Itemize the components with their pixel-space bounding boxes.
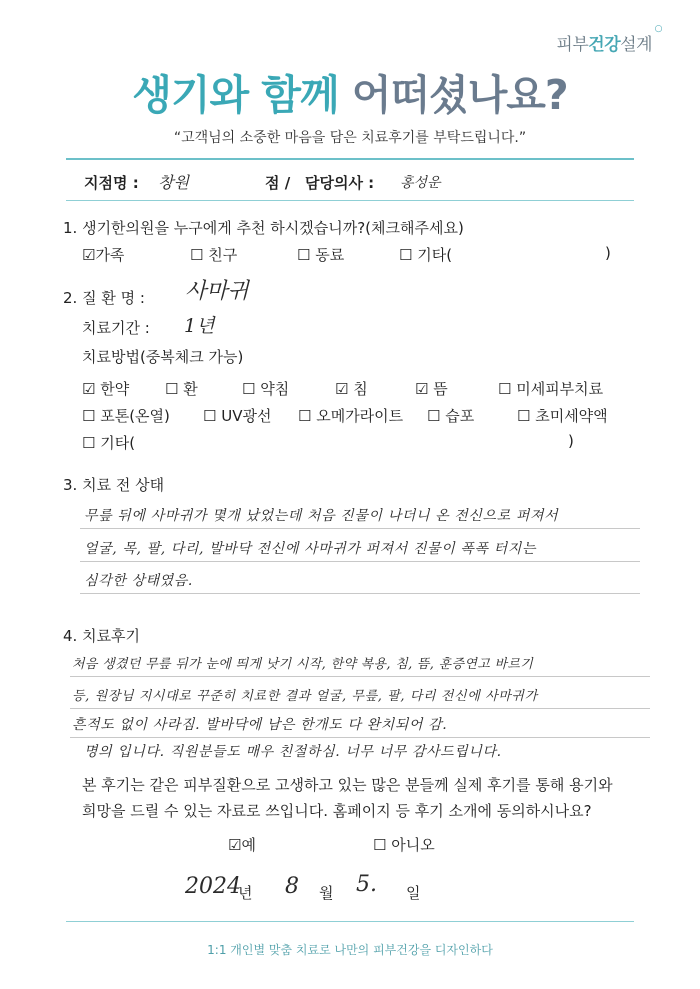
q3-line-1: 무릎 뒤에 사마귀가 몇개 났었는데 처음 진물이 나더니 온 전신으로 퍼져서 bbox=[84, 508, 559, 524]
q4-line-2: 등, 원장님 지시대로 꾸준히 치료한 결과 얼굴, 무릎, 팔, 다리 전신에 사마귀가 bbox=[72, 689, 538, 704]
method-acupuncture[interactable]: ☑ 침 bbox=[335, 380, 368, 398]
doctor-label: 담당의사 : bbox=[305, 174, 375, 192]
method-wet-compress[interactable]: ☐ 습포 bbox=[427, 407, 475, 425]
divider-footer bbox=[66, 921, 634, 922]
date-year-value: 2024 bbox=[185, 874, 241, 899]
q4-underline-1 bbox=[70, 676, 650, 677]
q1-other-close: ) bbox=[605, 244, 611, 262]
q1-option-coworker[interactable]: ☐ 동료 bbox=[297, 246, 345, 264]
title-part2: 어떠셨나요? bbox=[351, 71, 568, 119]
method-moxibustion[interactable]: ☑ 뜸 bbox=[415, 380, 448, 398]
branch-label: 지점명 : bbox=[84, 174, 139, 192]
method-uv-light[interactable]: ☐ UV광선 bbox=[203, 407, 272, 425]
q2-period-label: 치료기간 : bbox=[82, 319, 150, 337]
q4-line-4: 명의 입니다. 직원분들도 매우 친절하심. 너무 너무 감사드립니다. bbox=[84, 744, 502, 760]
q1-option-other[interactable]: ☐ 기타( bbox=[399, 246, 453, 264]
consent-line-1: 본 후기는 같은 피부질환으로 고생하고 있는 많은 분들께 실제 후기를 통해 용기와 bbox=[82, 776, 613, 794]
date-month-label: 월 bbox=[319, 884, 334, 902]
q3-underline-3 bbox=[80, 593, 640, 594]
q1-option-family[interactable]: ☑가족 bbox=[82, 246, 125, 264]
branch-value: 창원 bbox=[158, 173, 189, 192]
consent-line-2: 희망을 드릴 수 있는 자료로 쓰입니다. 홈페이지 등 후기 소개에 동의하시나요? bbox=[82, 802, 592, 820]
method-ultrafine-solution[interactable]: ☐ 초미세약액 bbox=[517, 407, 608, 425]
method-other[interactable]: ☐ 기타( bbox=[82, 434, 136, 452]
page-title bbox=[0, 62, 700, 121]
q4-line-3: 흔적도 없이 사라짐. 발바닥에 남은 한개도 다 완치되어 감. bbox=[72, 717, 448, 733]
q2-title: 2. 질 환 명 : bbox=[63, 289, 145, 307]
footer-slogan: 1:1 개인별 맞춤 치료로 나만의 피부건강을 디자인하다 bbox=[207, 943, 493, 957]
method-other-close: ) bbox=[568, 432, 574, 450]
q4-underline-2 bbox=[70, 708, 650, 709]
date-day-value: 5. bbox=[356, 872, 377, 897]
divider-top bbox=[66, 158, 634, 160]
q1-option-friend[interactable]: ☐ 친구 bbox=[190, 246, 238, 264]
title-part1: 생기와 함께 bbox=[132, 71, 352, 119]
q3-line-3: 심각한 상태였음. bbox=[84, 573, 193, 589]
q3-underline-1 bbox=[80, 528, 640, 529]
brand-suffix: 설계 bbox=[620, 35, 652, 55]
q2-disease-value: 사마귀 bbox=[185, 279, 249, 304]
method-pharmacopuncture[interactable]: ☐ 약침 bbox=[242, 380, 290, 398]
method-herbal-medicine[interactable]: ☑ 한약 bbox=[82, 380, 130, 398]
q3-underline-2 bbox=[80, 561, 640, 562]
date-day-label: 일 bbox=[406, 884, 421, 902]
brand-bold: 건강 bbox=[588, 35, 621, 55]
q3-line-2: 얼굴, 목, 팔, 다리, 발바닥 전신에 사마귀가 퍼져서 진물이 폭폭 터지는 bbox=[84, 541, 537, 557]
q3-title: 3. 치료 전 상태 bbox=[63, 476, 165, 494]
q4-line-1: 처음 생겼던 무릎 뒤가 눈에 띄게 낫기 시작, 한약 복용, 침, 뜸, 훈증연고 바르기 bbox=[72, 657, 534, 672]
consent-yes-option[interactable]: ☑예 bbox=[228, 836, 256, 854]
branch-suffix: 점 / bbox=[265, 174, 291, 192]
page-subtitle: “고객님의 소중한 마음을 담은 치료후기를 부탁드립니다.” bbox=[173, 130, 527, 146]
q4-title: 4. 치료후기 bbox=[63, 627, 141, 645]
doctor-value: 홍성운 bbox=[400, 175, 441, 191]
brand-prefix: 피부 bbox=[556, 35, 589, 55]
q1-title: 1. 생기한의원을 누구에게 추천 하시겠습니까?(체크해주세요) bbox=[63, 219, 464, 237]
brand-dot-icon: ○ bbox=[654, 24, 662, 34]
method-omega-light[interactable]: ☐ 오메가라이트 bbox=[298, 407, 404, 425]
date-year-label: 년 bbox=[238, 884, 253, 902]
method-photon[interactable]: ☐ 포톤(온열) bbox=[82, 407, 170, 425]
method-micro-skin-treatment[interactable]: ☐ 미세피부치료 bbox=[498, 380, 604, 398]
q2-period-value: 1년 bbox=[184, 315, 215, 337]
method-pill[interactable]: ☐ 환 bbox=[165, 380, 198, 398]
q4-underline-3 bbox=[70, 737, 650, 738]
date-month-value: 8 bbox=[285, 874, 299, 899]
brand-logo bbox=[556, 24, 662, 55]
q2-method-label: 치료방법(중복체크 가능) bbox=[82, 348, 244, 366]
consent-no-option[interactable]: ☐ 아니오 bbox=[373, 836, 435, 854]
divider-header bbox=[66, 200, 634, 201]
